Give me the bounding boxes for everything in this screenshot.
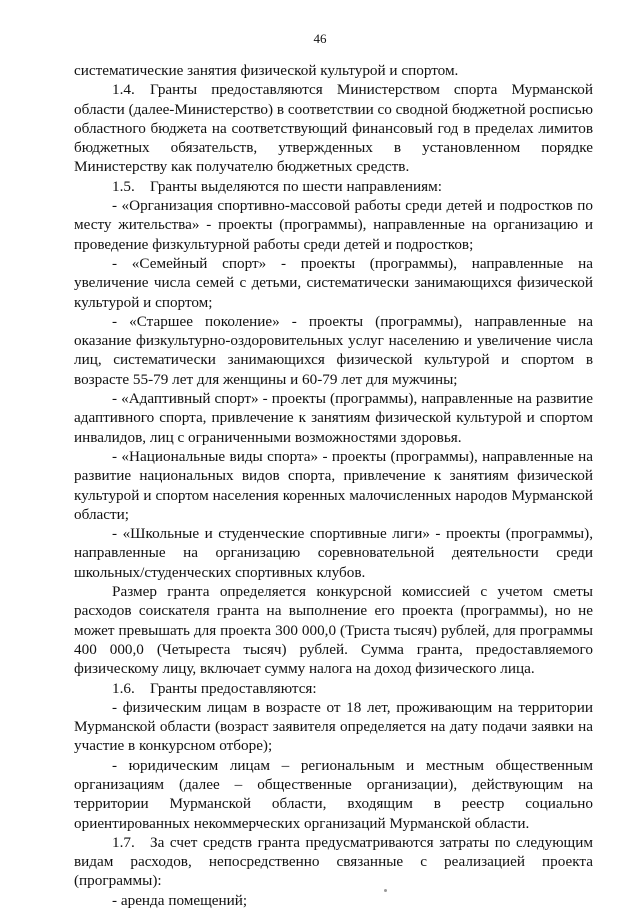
list-item-direction: - «Организация спортивно-массовой работы среди детей и подростков по месту жительства» - проекты (программы), направленные на организацию и проведение физкультурной работы среди детей и подростков; <box>74 197 593 253</box>
document-body <box>74 61 593 910</box>
page-number: 46 <box>313 31 327 46</box>
list-item-direction: - «Адаптивный спорт» - проекты (программы), направленные на развитие адаптивного спорта, привлечение к занятиям физической культурой и спортом инвалидов, лиц с ограниченными возможностями здоровья. <box>74 390 593 446</box>
list-item-recipient: - юридическим лицам – региональным и местным общественным организациям (далее – общественные организации), действующим на территории Мурманской области, входящим в реестр социально ориентированных некоммерческих организаций Мурманской области. <box>74 756 593 832</box>
scan-dot <box>384 889 387 892</box>
list-item-recipient: - физическим лицам в возрасте от 18 лет, проживающим на территории Мурманской области (возраст заявителя определяется на дату подачи заявки на участие в конкурсном отборе); <box>74 698 593 755</box>
list-item-direction: - «Старшее поколение» - проекты (программы), направленные на оказание физкультурно-оздоровительных услуг населению и увеличение числа лиц, систематически занимающихся физической культурой и спортом в возрасте 55-79 лет для женщины и 60-79 лет для мужчины; <box>74 312 593 388</box>
paragraph-continuation: систематические занятия физической культурой и спортом. <box>74 62 459 79</box>
paragraph-1-6: 1.6. Гранты предоставляются: <box>112 679 317 697</box>
clause-number: 1.6. <box>112 679 135 697</box>
list-item-direction: - «Национальные виды спорта» - проекты (программы), направленные на развитие национальных видов спорта, привлечение к занятиям физической культурой и спортом населения коренных малочисленных народов Мурманской области; <box>74 447 593 523</box>
clause-number: 1.4. <box>112 81 135 99</box>
list-item-direction: - «Семейный спорт» - проекты (программы), направленные на увеличение числа семей с детьми, систематически занимающихся физической культурой и спортом; <box>74 254 593 311</box>
paragraph-1-7: 1.7. За счет средств гранта предусматриваются затраты по следующим видам расходов, непосредственно связанные с реализацией проекта (программы): <box>74 833 593 890</box>
list-item-expense: - аренда помещений; <box>112 891 248 909</box>
paragraph-1-4: 1.4. Гранты предоставляются Министерством спорта Мурманской области (далее-Министерство) в соответствии со сводной бюджетной росписью областного бюджета на соответствующий финансовый год в пределах лимитов бюджетных обязательств, утвержденных в установленном порядке Министерству как получателю бюджетных средств. <box>74 81 593 176</box>
clause-number: 1.7. <box>112 833 135 851</box>
paragraph-grant-size: Размер гранта определяется конкурсной комиссией с учетом сметы расходов соискателя гранта на выполнение его проекта (программы), но не может превышать для проекта 300 000,0 (Триста тысяч) рублей, для программы 400 000,0 (Четыреста тысяч) рублей. Сумма гранта, предоставляемого физическому лицу, включает сумму налога на доход физического лица. <box>74 583 593 678</box>
list-item-direction: - «Школьные и студенческие спортивные лиги» - проекты (программы), направленные на организацию соревновательной деятельности среди школьных/студенческих спортивных клубов. <box>74 525 593 581</box>
clause-number: 1.5. <box>112 177 135 195</box>
paragraph-1-5: 1.5. Гранты выделяются по шести направлениям: <box>112 177 442 195</box>
